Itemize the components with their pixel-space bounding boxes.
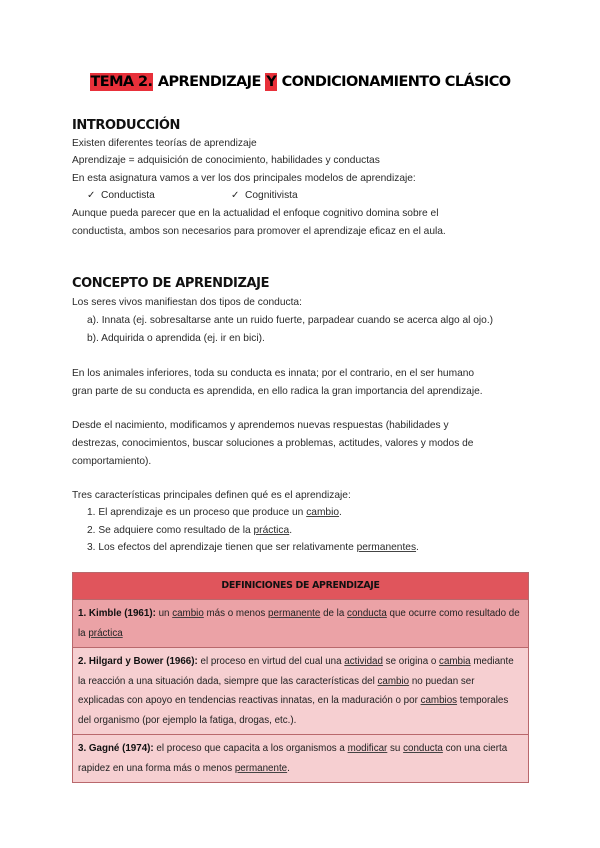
text: que ocurre como resultado de la [78, 608, 520, 639]
paragraph-2-line-1: Desde el nacimiento, modificamos y aprendemos nuevas respuestas (habilidades y [72, 420, 449, 431]
text: el proceso que capacita a los organismos a [153, 743, 348, 754]
title-condicionamiento: CONDICIONAMIENTO CLÁSICO [277, 74, 511, 90]
paragraph-1-line-1: En los animales inferiores, toda su conducta es innata; por el contrario, en el ser humano [72, 368, 475, 379]
text: el proceso en virtud del cual una [197, 656, 345, 667]
check-item-cognitivista [231, 186, 298, 206]
text: temporales del organismo (por ejemplo la fatiga, drogas, etc.). [78, 695, 509, 726]
author: 1. Kimble (1961): [78, 608, 156, 619]
concepto-line-1: Los seres vivos manifiestan dos tipos de conducta: [72, 297, 302, 308]
checkmark-icon: ✓ [231, 190, 240, 201]
paragraph-2-line-3: comportamiento). [72, 456, 152, 467]
table-row-kimble [73, 600, 528, 648]
paragraph-1-line-2: gran parte de su conducta es aprendida, en ello radica la gran importancia del aprendizaje. [72, 386, 483, 397]
table-header: DEFINICIONES DE APRENDIZAJE [73, 573, 528, 600]
underlined-term: permanentes [356, 542, 417, 553]
underlined-term: práctica [253, 525, 290, 536]
underlined-term: conducta [347, 608, 387, 619]
text: 1. El aprendizaje es un proceso que produce un [87, 507, 307, 518]
check-item-conductista [87, 186, 155, 206]
list-item-characteristic-3 [87, 538, 419, 558]
intro-line-4: Aunque pueda parecer que en la actualidad el enfoque cognitivo domina sobre el [72, 208, 439, 219]
author: 3. Gagné (1974): [78, 743, 154, 754]
text: con una cierta rapidez en una forma más o menos [78, 743, 508, 774]
underlined-term: cambio [377, 675, 410, 687]
text: 3. Los efectos del aprendizaje tienen que ser relativamente [87, 542, 357, 553]
concepto-heading: CONCEPTO DE APRENDIZAJE [72, 276, 270, 291]
text: un [155, 608, 173, 619]
paragraph-3: Tres características principales definen qué es el aprendizaje: [72, 490, 351, 501]
paragraph-2-line-2: destrezas, conocimientos, buscar soluciones a problemas, actitudes, valores y modos de [72, 438, 474, 449]
underlined-term: permanente [234, 762, 288, 774]
intro-heading: INTRODUCCIÓN [72, 118, 181, 133]
text: . [339, 507, 342, 518]
check-label: Cognitivista [245, 190, 298, 201]
page-title [0, 74, 600, 90]
text: no puedan ser explicadas con apoyo en tendencias reactivas innatas, en la maduración o por [78, 675, 475, 706]
intro-line-2: Aprendizaje = adquisición de conocimiento, habilidades y conductas [72, 155, 380, 166]
underlined-term: cambia [439, 656, 471, 667]
title-aprendizaje: APRENDIZAJE [153, 74, 266, 90]
check-label: Conductista [101, 190, 155, 201]
text: de la [320, 608, 348, 619]
text: su [387, 743, 404, 754]
underlined-term: cambios [420, 695, 458, 706]
text: se origina o [382, 656, 440, 667]
text: más o menos [203, 608, 269, 619]
title-highlight-y: Y [266, 74, 277, 90]
text: . [287, 762, 290, 774]
text: mediante la reacción a una situación dada, siempre que las características del [78, 656, 514, 687]
list-item-characteristic-1 [87, 503, 342, 523]
definitions-table [72, 572, 529, 783]
underlined-term: cambio [306, 507, 340, 518]
intro-line-3: En esta asignatura vamos a ver los dos principales modelos de aprendizaje: [72, 173, 416, 184]
list-item-adquirida: b). Adquirida o aprendida (ej. ir en bici). [87, 333, 265, 344]
table-row-hilgard-bower [73, 648, 528, 735]
underlined-term: cambio [172, 608, 204, 619]
underlined-term: modificar [347, 743, 388, 754]
checkmark-icon: ✓ [87, 190, 96, 201]
text: . [416, 542, 419, 553]
underlined-term: actividad [344, 656, 383, 667]
text: . [289, 525, 293, 536]
underlined-term: permanente [268, 608, 321, 619]
underlined-term: práctica [88, 627, 123, 639]
table-row-gagne [73, 735, 528, 782]
author: 2. Hilgard y Bower (1966): [78, 656, 198, 667]
intro-line-5: conductista, ambos son necesarios para promover el aprendizaje eficaz en el aula. [72, 226, 446, 237]
intro-line-1: Existen diferentes teorías de aprendizaje [72, 138, 257, 149]
underlined-term: conducta [403, 743, 443, 754]
title-highlight-tema: TEMA 2. [90, 74, 153, 90]
list-item-innata: a). Innata (ej. sobresaltarse ante un ruido fuerte, parpadear cuando se acerca algo al ojo.) [87, 315, 494, 326]
text: 2. Se adquiere como resultado de la [87, 525, 254, 536]
